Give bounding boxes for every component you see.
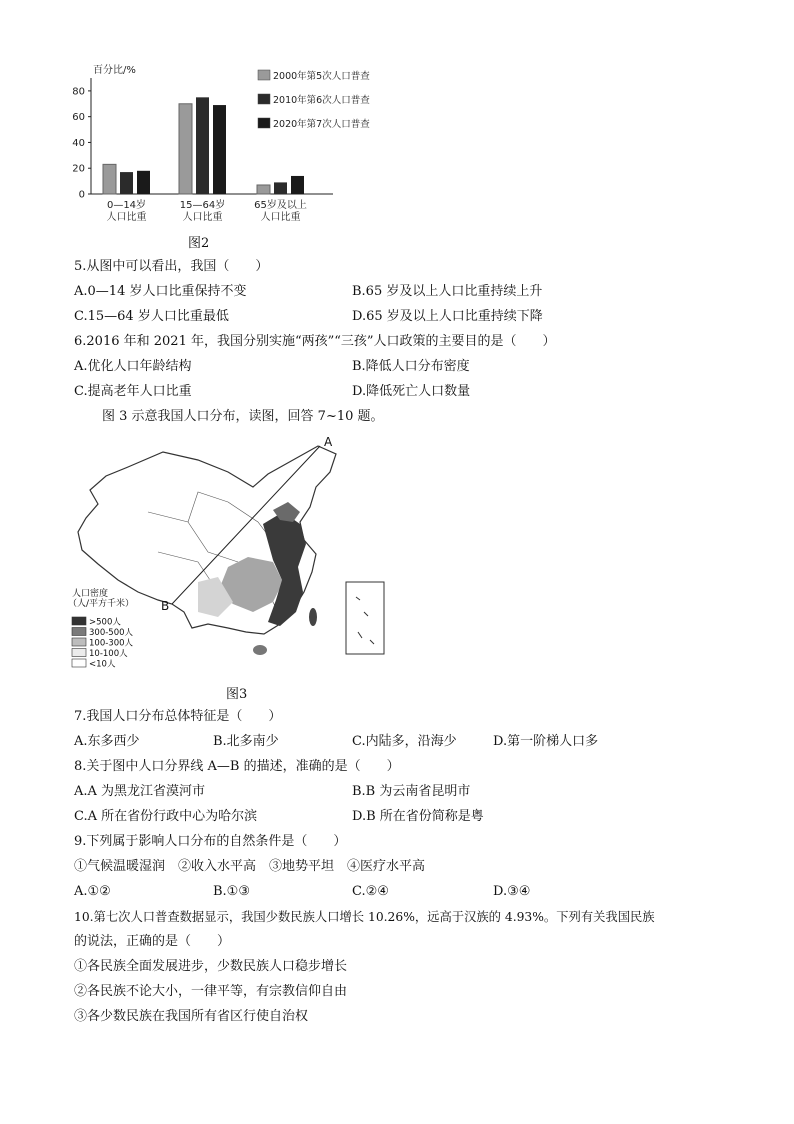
map-legend-label: 10-100人 (89, 649, 128, 659)
q9-option-d[interactable]: D.③④ (493, 884, 531, 899)
map-legend-label: 300-500人 (89, 628, 134, 638)
bar (196, 97, 209, 194)
q8-option-a[interactable]: A.A 为黑龙江省漠河市 (74, 784, 206, 799)
q10-statement-3: ③各少数民族在我国所有省区行使自治权 (74, 1009, 309, 1024)
legend-title-1: 人口密度 (72, 589, 109, 599)
x-tick-label: 15—64岁 (179, 200, 226, 211)
q9-stem: 9.下列属于影响人口分布的自然条件是（ ） (74, 834, 347, 849)
legend-swatch (258, 70, 270, 80)
q5-option-d[interactable]: D.65 岁及以上人口比重持续下降 (352, 309, 543, 324)
figure3-population-map (68, 432, 388, 682)
q6-option-b[interactable]: B.降低人口分布密度 (352, 359, 470, 374)
q7-option-d[interactable]: D.第一阶梯人口多 (493, 734, 599, 749)
map-legend-swatch (72, 638, 86, 646)
q8-option-b[interactable]: B.B 为云南省昆明市 (352, 784, 471, 799)
q7-stem: 7.我国人口分布总体特征是（ ） (74, 709, 282, 724)
y-axis-label: 百分比/% (93, 65, 136, 76)
map-legend-swatch (72, 628, 86, 636)
legend-title-2: （人/平方千米） (68, 599, 135, 609)
legend-swatch (258, 94, 270, 104)
y-tick-label: 20 (72, 163, 85, 175)
legend-label: 2000年第5次人口普查 (273, 71, 370, 82)
bar (179, 104, 192, 194)
map-legend-label: <10人 (89, 659, 116, 670)
q5-option-b[interactable]: B.65 岁及以上人口比重持续上升 (352, 284, 543, 299)
q10-stem-line2: 的说法，正确的是（ ） (74, 934, 231, 949)
y-tick-label: 40 (72, 137, 85, 149)
x-tick-label: 人口比重 (260, 212, 301, 223)
bar (291, 176, 304, 194)
q5-stem: 5.从图中可以看出，我国（ ） (74, 259, 269, 274)
y-tick-label: 0 (78, 189, 85, 201)
point-a-label: A (324, 435, 333, 449)
map-legend-label: 100-300人 (89, 638, 134, 649)
q5-option-c[interactable]: C.15—64 岁人口比重最低 (74, 309, 229, 324)
x-tick-label: 人口比重 (182, 212, 223, 223)
q5-option-a[interactable]: A.0—14 岁人口比重保持不变 (74, 284, 247, 299)
q9-option-a[interactable]: A.①② (74, 884, 111, 899)
bar (213, 105, 226, 194)
y-tick-label: 60 (72, 112, 85, 124)
bar (274, 182, 287, 194)
q9-option-b[interactable]: B.①③ (213, 884, 250, 899)
south-china-sea-inset (346, 582, 384, 654)
x-tick-label: 人口比重 (106, 212, 147, 223)
hainan-island (253, 645, 267, 655)
bar (103, 164, 116, 194)
figure3-intro: 图 3 示意我国人口分布，读图，回答 7~10 题。 (102, 409, 384, 424)
q8-option-d[interactable]: D.B 所在省份简称是粤 (352, 809, 484, 824)
q7-option-c[interactable]: C.内陆多，沿海少 (352, 734, 457, 749)
q7-option-b[interactable]: B.北多南少 (213, 734, 279, 749)
y-tick-label: 80 (72, 86, 85, 98)
map-legend-label: >500人 (89, 617, 121, 628)
point-b-label: B (161, 599, 170, 613)
q6-option-c[interactable]: C.提高老年人口比重 (74, 384, 192, 399)
q6-stem: 6.2016 年和 2021 年，我国分别实施“两孩”“三孩”人口政策的主要目的是（ ） (74, 334, 556, 349)
figure3-caption: 图3 (226, 687, 248, 702)
q6-option-a[interactable]: A.优化人口年龄结构 (74, 359, 192, 374)
legend-label: 2020年第7次人口普查 (273, 119, 370, 130)
figure2-bar-chart (55, 60, 395, 225)
figure2-caption: 图2 (188, 236, 210, 251)
q6-option-d[interactable]: D.降低死亡人口数量 (352, 384, 471, 399)
q8-option-c[interactable]: C.A 所在省份行政中心为哈尔滨 (74, 809, 258, 824)
bar (257, 185, 270, 194)
q7-option-a[interactable]: A.东多西少 (74, 734, 140, 749)
x-tick-label: 65岁及以上 (254, 200, 307, 211)
q10-statement-2: ②各民族不论大小，一律平等，有宗教信仰自由 (74, 984, 348, 999)
map-legend-swatch (72, 659, 86, 667)
bar (137, 171, 150, 194)
legend-swatch (258, 118, 270, 128)
q9-items: ①气候温暖湿润 ②收入水平高 ③地势平坦 ④医疗水平高 (74, 859, 426, 874)
bar (120, 172, 133, 194)
x-tick-label: 0—14岁 (106, 200, 147, 211)
q10-stem-line1: 10.第七次人口普查数据显示，我国少数民族人口增长 10.26%，远高于汉族的 4.93%。下列有关我国民族 (74, 910, 655, 924)
q9-option-c[interactable]: C.②④ (352, 884, 389, 899)
map-legend-swatch (72, 617, 86, 625)
taiwan-island (309, 608, 317, 626)
q8-stem: 8.关于图中人口分界线 A—B 的描述，准确的是（ ） (74, 759, 400, 774)
legend-label: 2010年第6次人口普查 (273, 95, 370, 106)
q10-statement-1: ①各民族全面发展进步，少数民族人口稳步增长 (74, 959, 348, 974)
map-legend-swatch (72, 649, 86, 657)
